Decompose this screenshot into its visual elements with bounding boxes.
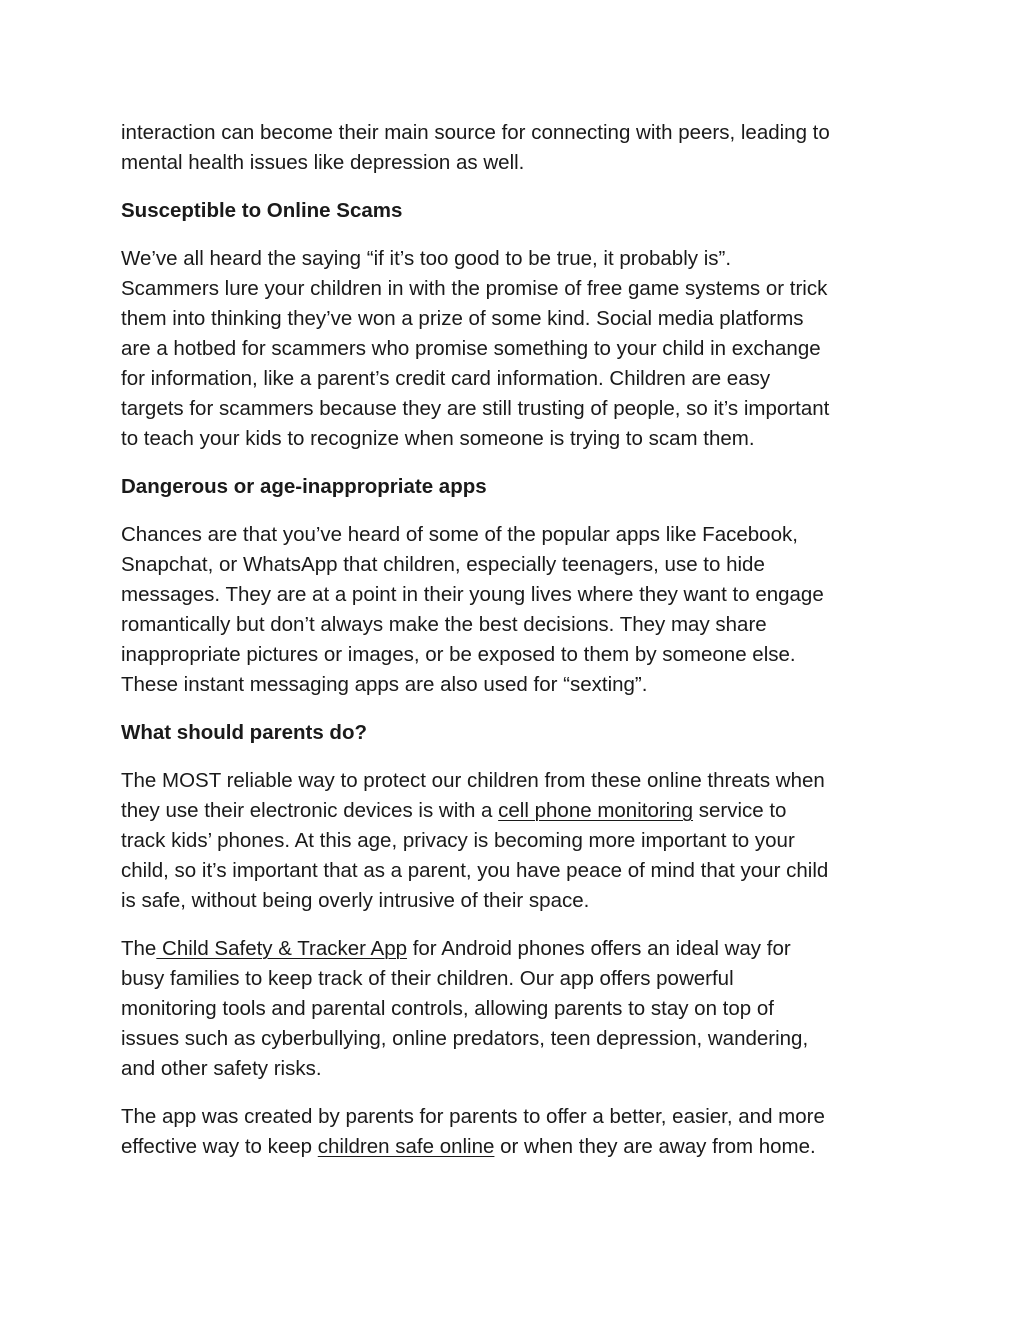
- text-line: Scammers lure your children in with the promise of free game systems or trick: [121, 277, 828, 300]
- text-line: These instant messaging apps are also used for “sexting”.: [121, 673, 648, 696]
- text-line: Snapchat, or WhatsApp that children, especially teenagers, use to hide: [121, 553, 765, 576]
- text-line: for information, like a parent’s credit card information. Children are easy: [121, 367, 771, 390]
- text-line: romantically but don’t always make the best decisions. They may share: [121, 613, 767, 636]
- text-line: [121, 1132, 921, 1162]
- text-line: The app was created by parents for parents to offer a better, easier, and more: [121, 1105, 825, 1128]
- text-line: child, so it’s important that as a parent, you have peace of mind that your child: [121, 859, 829, 882]
- text-line: [121, 796, 921, 826]
- text-fragment: effective way to keep: [121, 1135, 318, 1158]
- text-line: [121, 934, 921, 964]
- text-line: are a hotbed for scammers who promise something to your child in exchange: [121, 337, 821, 360]
- document-page: [121, 118, 921, 1180]
- paragraph-monitoring: [121, 766, 921, 916]
- text-fragment: service to: [693, 799, 787, 822]
- cell-phone-monitoring-link[interactable]: cell phone monitoring: [498, 799, 694, 822]
- heading-online-scams: Susceptible to Online Scams: [121, 199, 403, 222]
- text-line: targets for scammers because they are still trusting of people, so it’s important: [121, 397, 830, 420]
- text-line: inappropriate pictures or images, or be exposed to them by someone else.: [121, 643, 796, 666]
- paragraph-depression: [121, 118, 921, 178]
- text-line: interaction can become their main source for connecting with peers, leading to: [121, 121, 830, 144]
- text-line: Chances are that you’ve heard of some of the popular apps like Facebook,: [121, 523, 798, 546]
- child-safety-tracker-app-link[interactable]: Child Safety & Tracker App: [156, 937, 408, 960]
- text-line: track kids’ phones. At this age, privacy is becoming more important to your: [121, 829, 795, 852]
- text-line: is safe, without being overly intrusive of their space.: [121, 889, 590, 912]
- heading-dangerous-apps: Dangerous or age-inappropriate apps: [121, 475, 487, 498]
- text-line: monitoring tools and parental controls, allowing parents to stay on top of: [121, 997, 774, 1020]
- paragraph-tracker-app: [121, 934, 921, 1084]
- text-line: mental health issues like depression as well.: [121, 151, 525, 174]
- text-line: and other safety risks.: [121, 1057, 322, 1080]
- text-line: messages. They are at a point in their young lives where they want to engage: [121, 583, 824, 606]
- paragraph-scams: [121, 244, 921, 454]
- text-fragment: they use their electronic devices is with a: [121, 799, 499, 822]
- text-line: busy families to keep track of their children. Our app offers powerful: [121, 967, 734, 990]
- text-line: to teach your kids to recognize when someone is trying to scam them.: [121, 427, 755, 450]
- text-fragment: or when they are away from home.: [494, 1135, 816, 1158]
- text-line: We’ve all heard the saying “if it’s too good to be true, it probably is”.: [121, 247, 732, 270]
- text-fragment: for Android phones offers an ideal way for: [407, 937, 791, 960]
- children-safe-online-link[interactable]: children safe online: [317, 1135, 495, 1158]
- paragraph-app-created: [121, 1102, 921, 1162]
- text-line: them into thinking they’ve won a prize of some kind. Social media platforms: [121, 307, 804, 330]
- text-fragment: The: [121, 937, 157, 960]
- heading-parents: What should parents do?: [121, 721, 367, 744]
- text-line: The MOST reliable way to protect our children from these online threats when: [121, 769, 825, 792]
- text-line: issues such as cyberbullying, online predators, teen depression, wandering,: [121, 1027, 809, 1050]
- paragraph-apps: [121, 520, 921, 700]
